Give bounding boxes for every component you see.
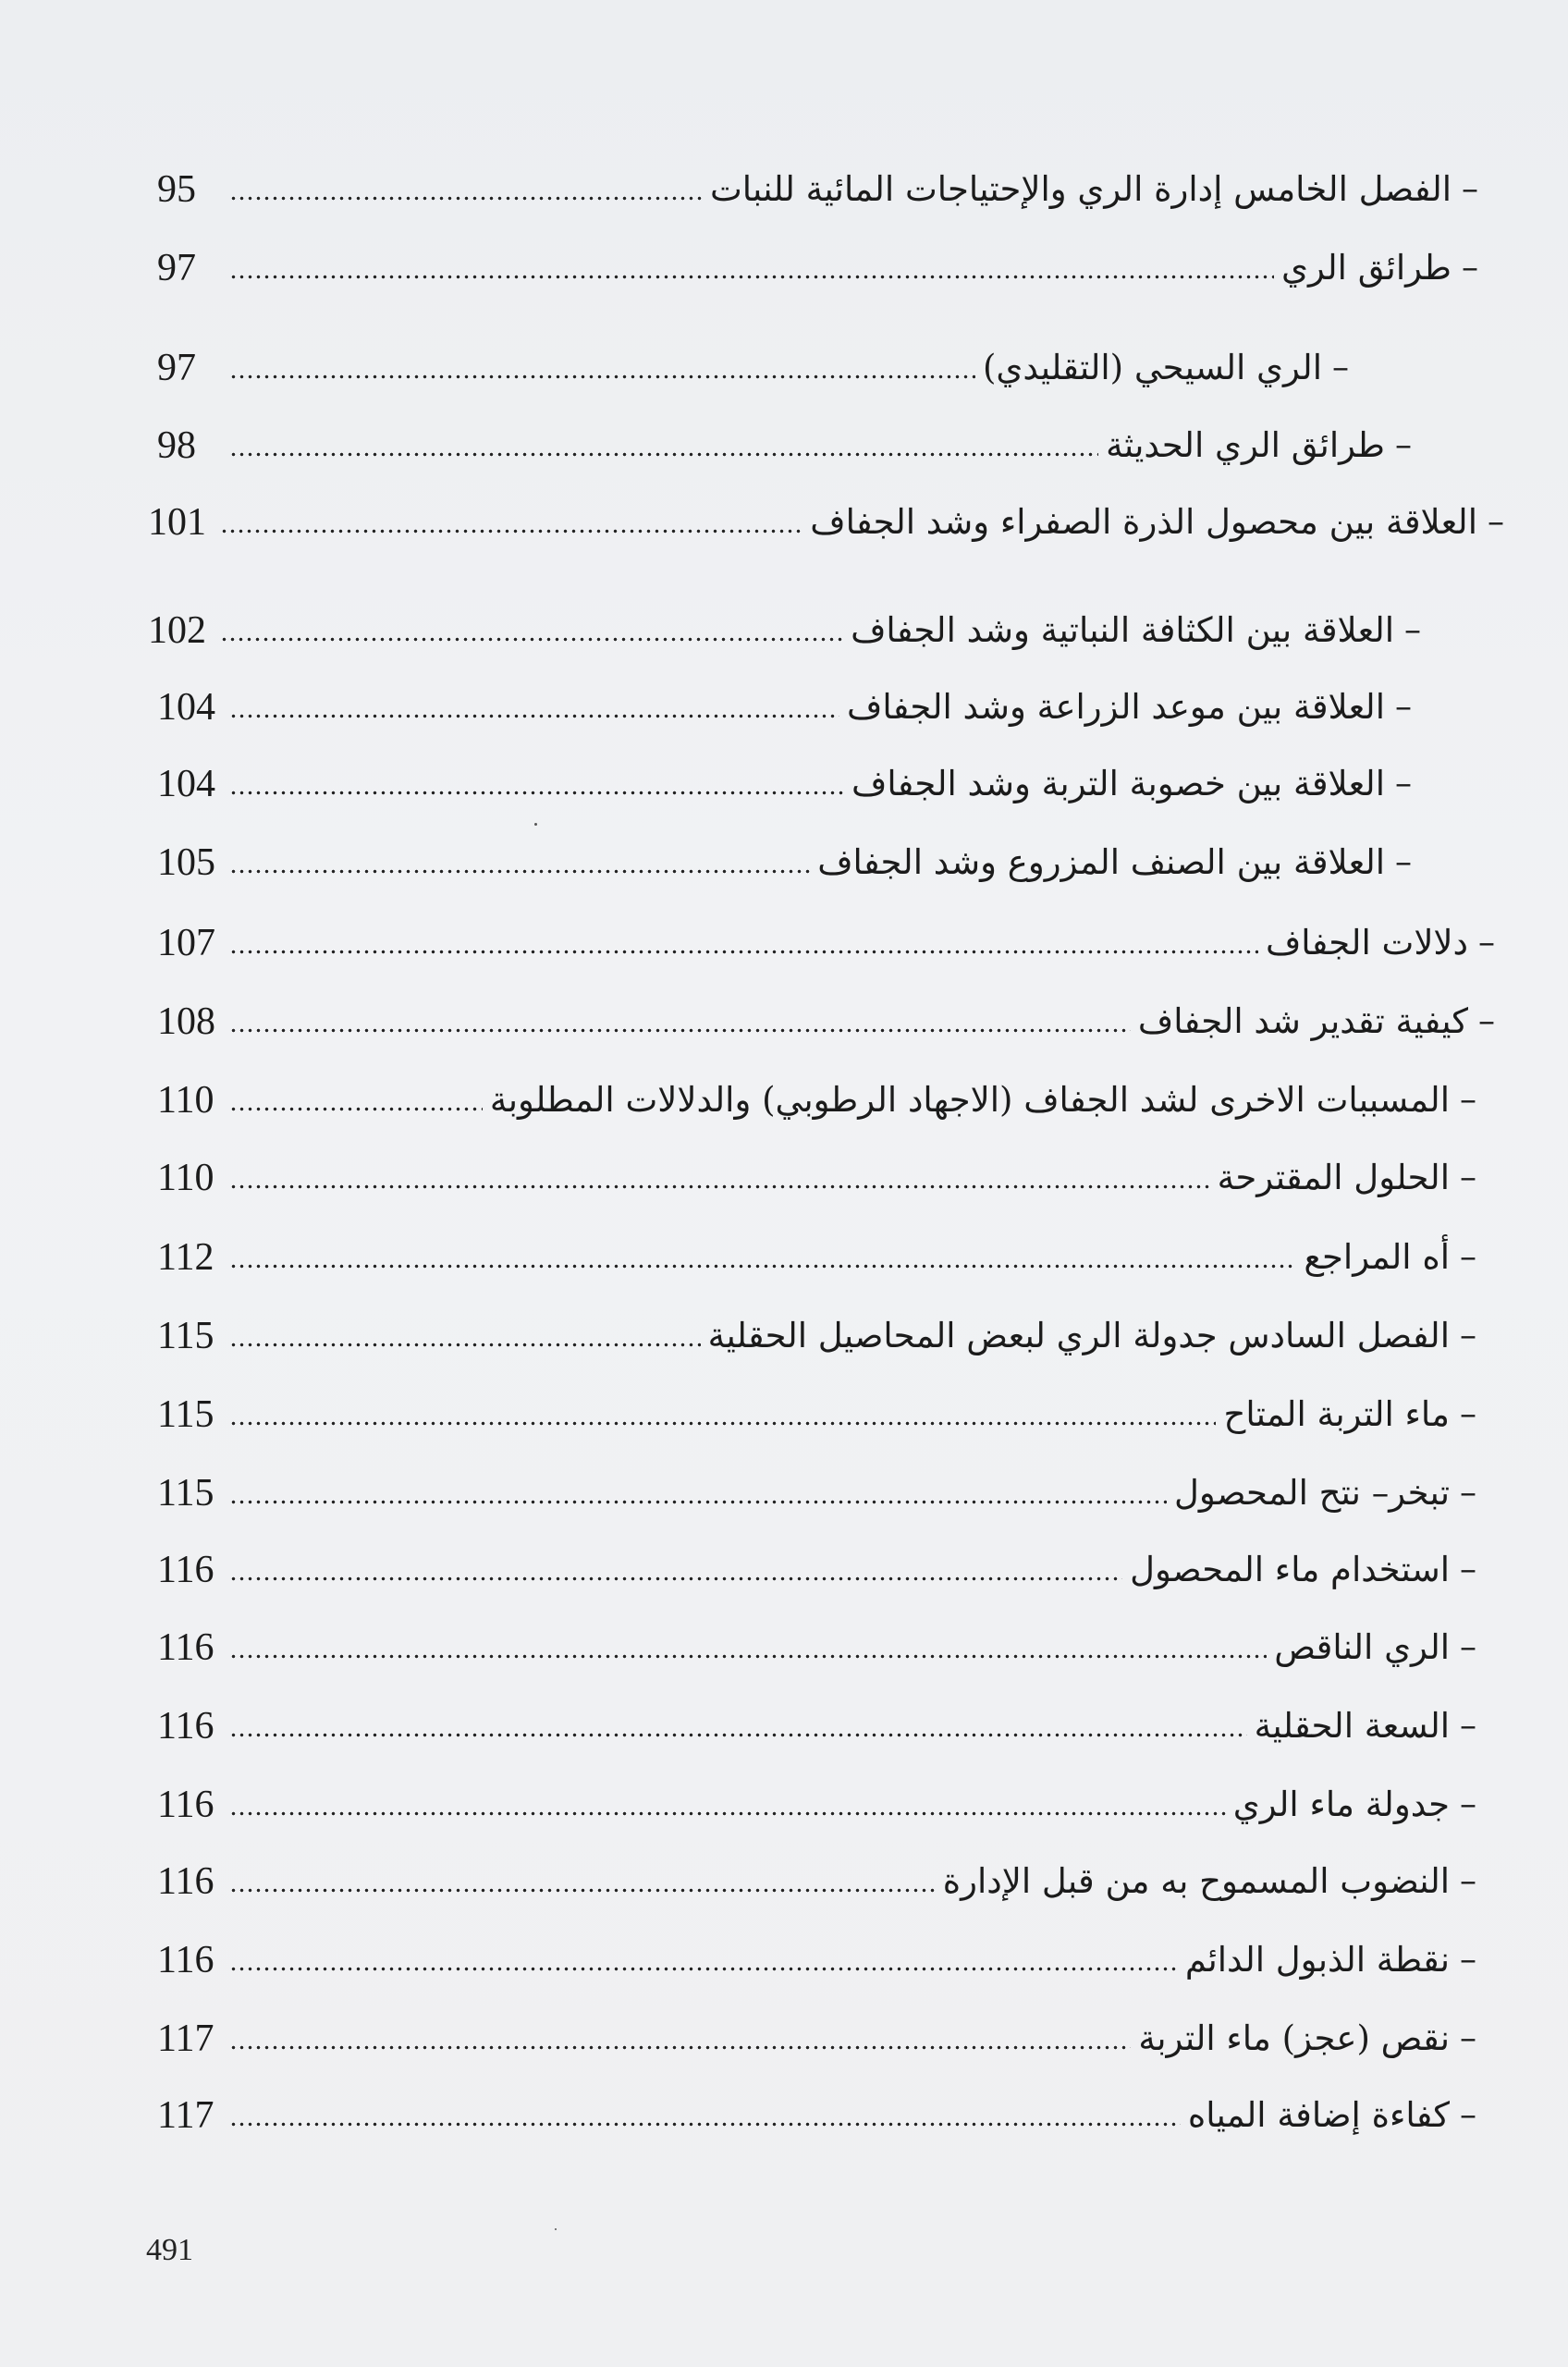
bullet-dash: – — [1462, 249, 1478, 287]
toc-entry-title: دلالات الجفاف — [1265, 923, 1468, 963]
bullet-dash: – — [1462, 170, 1478, 208]
bullet-dash: – — [1488, 503, 1504, 541]
dot-leader — [229, 1807, 1226, 1820]
toc-entry — [148, 603, 1431, 658]
toc-entry-title: العلاقة بين خصوبة التربة وشد الجفاف — [851, 764, 1385, 803]
bullet-dash: – — [1395, 426, 1412, 464]
toc-entry-title: طرائق الري — [1281, 248, 1452, 288]
toc-entry-page: 104 — [157, 763, 215, 805]
bullet-dash: – — [1332, 349, 1349, 386]
bullet-dash: – — [1460, 1317, 1476, 1355]
toc-entry-page: 108 — [157, 1000, 215, 1043]
toc-entry-title: العلاقة بين محصول الذرة الصفراء وشد الجفاف — [810, 502, 1477, 542]
dot-leader — [229, 370, 975, 383]
toc-entry — [157, 994, 1505, 1049]
toc-entry-page: 102 — [148, 609, 206, 652]
toc-entry-title: النضوب المسموح به من قبل الإدارة — [942, 1861, 1450, 1901]
toc-entry — [157, 1777, 1487, 1833]
toc-entry-page: 95 — [157, 168, 196, 211]
toc-entry-title: الري السيحي (التقليدي) — [982, 348, 1322, 387]
bullet-dash: – — [1460, 1474, 1476, 1512]
dot-leader — [229, 1728, 1247, 1741]
toc-entry-title: استخدام ماء المحصول — [1130, 1550, 1450, 1589]
toc-entry-title: الحلول المقترحة — [1217, 1158, 1450, 1197]
bullet-dash: – — [1395, 688, 1412, 726]
toc-entry-page: 116 — [157, 1784, 214, 1826]
toc-entry — [157, 915, 1505, 971]
toc-entry-page: 116 — [157, 1549, 214, 1591]
bullet-dash: – — [1460, 1159, 1476, 1196]
toc-entry — [157, 1073, 1487, 1128]
toc-entry — [157, 1699, 1487, 1754]
toc-entry-page: 116 — [157, 1626, 214, 1669]
toc-entry-page: 112 — [157, 1236, 214, 1279]
toc-entry — [157, 2088, 1487, 2143]
toc-entry-title: كيفية تقدير شد الجفاف — [1137, 1001, 1468, 1041]
bullet-dash: – — [1460, 1785, 1476, 1823]
bullet-dash: – — [1478, 1002, 1495, 1040]
dot-leader — [229, 1495, 1167, 1508]
bullet-dash: – — [1460, 1628, 1476, 1666]
toc-entry-title: ماء التربة المتاح — [1223, 1394, 1450, 1434]
toc-entry — [157, 1932, 1487, 1988]
toc-entry-title: نقص (عجز) ماء التربة — [1138, 2018, 1450, 2058]
bullet-dash: – — [1460, 2019, 1476, 2057]
toc-entry-page: 105 — [157, 841, 215, 884]
dot-leader — [229, 709, 839, 722]
toc-entry — [157, 1308, 1487, 1364]
toc-entry-title: العلاقة بين الكثافة النباتية وشد الجفاف — [851, 610, 1394, 650]
toc-entry-page: 116 — [157, 1939, 214, 1981]
toc-entry-title: الفصل السادس جدولة الري لبعض المحاصيل الحقلية — [707, 1316, 1450, 1355]
toc-entry — [157, 1387, 1487, 1442]
toc-entry-title: طرائق الري الحديثة — [1106, 425, 1385, 465]
dot-leader — [229, 1883, 936, 1896]
toc-entry-page: 115 — [157, 1393, 214, 1436]
bullet-dash: – — [1460, 1551, 1476, 1588]
paper-speck — [534, 823, 537, 826]
bullet-dash: – — [1460, 1081, 1476, 1119]
dot-leader — [229, 1180, 1210, 1193]
bullet-dash: – — [1460, 1707, 1476, 1745]
toc-entry-page: 117 — [157, 2017, 214, 2060]
toc-entry-page: 115 — [157, 1315, 214, 1357]
toc-entry-page: 107 — [157, 922, 215, 964]
toc-entry-title: الري الناقص — [1274, 1627, 1450, 1667]
bullet-dash: – — [1395, 843, 1412, 881]
dot-leader — [229, 1259, 1296, 1272]
toc-entry — [157, 240, 1488, 296]
dot-leader — [229, 448, 1098, 460]
bullet-dash: – — [1460, 1941, 1476, 1979]
toc-entry — [157, 340, 1359, 396]
dot-leader — [229, 945, 1258, 958]
toc-entry-title: العلاقة بين موعد الزراعة وشد الجفاف — [847, 687, 1385, 727]
toc-entry — [157, 756, 1422, 812]
bullet-dash: – — [1460, 1862, 1476, 1900]
toc-entry-page: 97 — [157, 247, 196, 289]
toc-entry-page: 98 — [157, 424, 196, 467]
toc-entry-page: 97 — [157, 347, 196, 389]
page-number: 491 — [146, 2233, 193, 2267]
toc-entry — [157, 1230, 1487, 1285]
dot-leader — [229, 865, 810, 877]
toc-entry-page: 115 — [157, 1472, 214, 1515]
dot-leader — [229, 1102, 483, 1115]
dot-leader — [220, 524, 802, 537]
toc-entry-title: أه المراجع — [1304, 1237, 1450, 1277]
toc-entry-title: نقطة الذبول الدائم — [1184, 1940, 1450, 1980]
dot-leader — [229, 1338, 701, 1351]
toc-entry-title: جدولة ماء الري — [1232, 1784, 1450, 1824]
toc-entry — [148, 495, 1514, 550]
bullet-dash: – — [1404, 611, 1421, 649]
bullet-dash: – — [1478, 924, 1495, 962]
toc-entry — [157, 1466, 1487, 1521]
dot-leader — [220, 632, 843, 645]
dot-leader — [229, 1962, 1178, 1975]
toc-entry-page: 101 — [148, 501, 206, 544]
dot-leader — [229, 1572, 1122, 1585]
toc-entry — [157, 162, 1488, 217]
toc-entry-title: العلاقة بين الصنف المزروع وشد الجفاف — [817, 842, 1385, 882]
toc-entry-title: الفصل الخامس إدارة الري والإحتياجات المائية للنبات — [709, 169, 1452, 209]
toc-entry-title: السعة الحقلية — [1254, 1706, 1450, 1746]
dot-leader — [229, 1417, 1216, 1429]
toc-entry — [157, 835, 1422, 890]
dot-leader — [229, 1024, 1131, 1036]
toc-entry — [157, 1542, 1487, 1598]
toc-entry-title: المسببات الاخرى لشد الجفاف (الاجهاد الرطوبي) والدلالات المطلوبة — [489, 1080, 1450, 1120]
bullet-dash: – — [1460, 2096, 1476, 2134]
toc-entry-page: 116 — [157, 1705, 214, 1748]
bullet-dash: – — [1395, 765, 1412, 803]
bullet-dash: – — [1460, 1238, 1476, 1276]
toc-entry-page: 117 — [157, 2094, 214, 2137]
toc-entry — [157, 2011, 1487, 2067]
dot-leader — [229, 2041, 1131, 2054]
paper-speck — [555, 2228, 557, 2230]
dot-leader — [229, 1650, 1267, 1662]
toc-entry-page: 110 — [157, 1157, 214, 1199]
toc-entry — [157, 1620, 1487, 1675]
dot-leader — [229, 2117, 1181, 2130]
toc-entry-page: 110 — [157, 1079, 214, 1122]
toc-entry-page: 116 — [157, 1860, 214, 1903]
toc-entry — [157, 1854, 1487, 1909]
toc-entry-page: 104 — [157, 686, 215, 729]
toc-entry-title: كفاءة إضافة المياه — [1187, 2095, 1450, 2135]
bullet-dash: – — [1460, 1395, 1476, 1433]
dot-leader — [229, 191, 703, 204]
toc-entry — [157, 680, 1422, 735]
toc-entry-title: تبخر– نتح المحصول — [1173, 1473, 1450, 1513]
dot-leader — [229, 786, 844, 799]
toc-entry — [157, 418, 1422, 473]
toc-entry — [157, 1150, 1487, 1206]
dot-leader — [229, 270, 1274, 283]
